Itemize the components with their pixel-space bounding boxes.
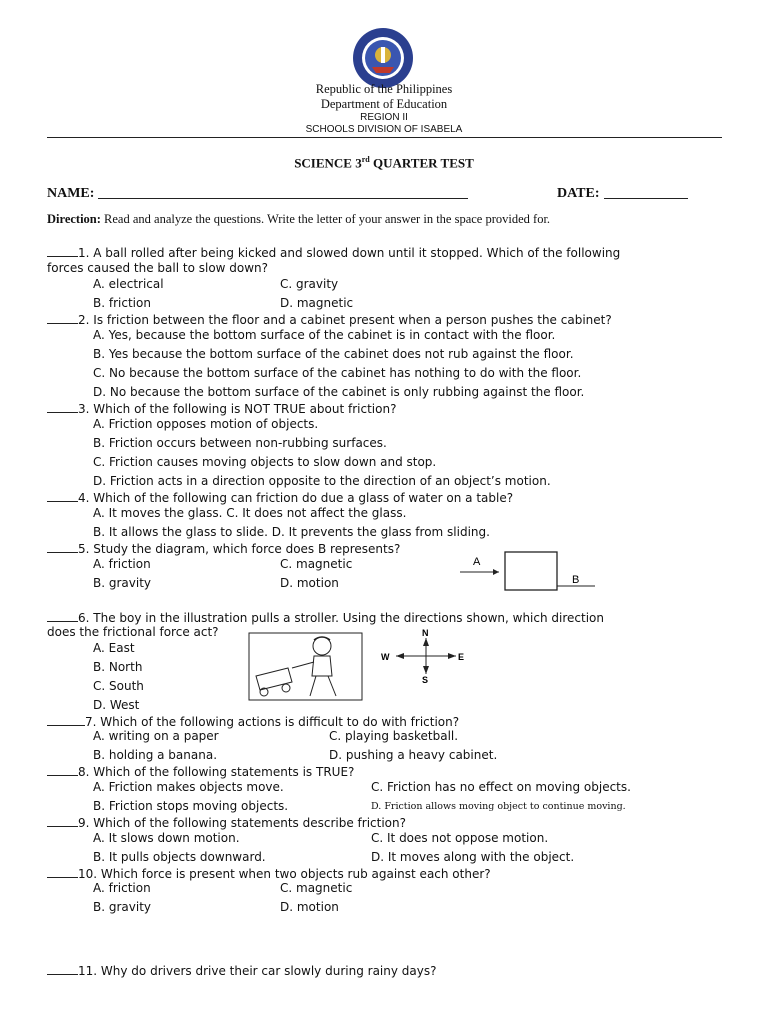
- choice: B. Yes because the bottom surface of the cabinet does not rub against the floor.: [93, 347, 574, 361]
- choice: B. Friction stops moving objects.: [93, 799, 289, 813]
- arrow-head-icon: [493, 569, 499, 575]
- answer-blank[interactable]: [47, 764, 78, 776]
- answer-blank[interactable]: [47, 490, 78, 502]
- choice: D. It moves along with the object.: [371, 850, 575, 864]
- title-superscript: rd: [361, 155, 370, 164]
- choice: C. Friction causes moving objects to slow down and stop.: [93, 455, 437, 469]
- choice: C. Friction has no effect on moving objects.: [371, 780, 631, 794]
- compass-icon: [372, 628, 472, 684]
- header-division: SCHOOLS DIVISION OF ISABELA: [305, 124, 463, 135]
- header-divider: [47, 137, 722, 138]
- answer-blank[interactable]: [47, 401, 78, 413]
- choice: A. It slows down motion.: [93, 831, 240, 845]
- choice: D. Friction acts in a direction opposite to the direction of an object’s motion.: [93, 474, 551, 488]
- test-title: [0, 155, 768, 171]
- title-suffix: QUARTER TEST: [369, 155, 474, 171]
- choice: A. writing on a paper: [93, 729, 219, 743]
- choice: D. motion: [280, 576, 339, 590]
- directions: [47, 212, 550, 227]
- choice: C. playing basketball.: [329, 729, 459, 743]
- choice: B. gravity: [93, 576, 152, 590]
- title-prefix: SCIENCE 3: [294, 155, 362, 171]
- svg-text:E: E: [458, 652, 465, 662]
- header-department: Department of Education: [320, 97, 448, 111]
- choice: A. friction: [93, 881, 151, 895]
- question-1-cont: forces caused the ball to slow down?: [47, 261, 269, 275]
- name-label: NAME:: [47, 186, 95, 201]
- choice: B. North: [93, 660, 143, 674]
- deped-seal-icon: [352, 27, 414, 89]
- answer-blank[interactable]: [47, 245, 78, 257]
- direction-label: Direction:: [47, 212, 101, 226]
- name-field: [47, 184, 468, 202]
- choice: B. friction: [93, 296, 151, 310]
- choice: C. magnetic: [280, 881, 353, 895]
- choice: D. motion: [280, 900, 339, 914]
- question-10: 10. Which force is present when two objects rub against each other?: [47, 866, 491, 881]
- force-diagram: [455, 548, 605, 594]
- choice: A. friction: [93, 557, 151, 571]
- choice: D. pushing a heavy cabinet.: [329, 748, 498, 762]
- question-4: 4. Which of the following can friction do due a glass of water on a table?: [47, 490, 513, 505]
- question-3: 3. Which of the following is NOT TRUE about friction?: [47, 401, 396, 416]
- question-5: 5. Study the diagram, which force does B represents?: [47, 541, 400, 556]
- date-input-line[interactable]: [604, 184, 688, 199]
- answer-blank[interactable]: [47, 610, 78, 622]
- answer-blank[interactable]: [47, 866, 78, 878]
- boy-stroller-illustration: [248, 632, 364, 702]
- label-b: B: [572, 574, 580, 586]
- block: [505, 552, 557, 590]
- choice: A. It moves the glass. C. It does not affect the glass.: [93, 506, 407, 520]
- choice: D. No because the bottom surface of the cabinet is only rubbing against the floor.: [93, 385, 585, 399]
- answer-blank[interactable]: [47, 312, 78, 324]
- choice: B. It pulls objects downward.: [93, 850, 266, 864]
- choice: A. Friction makes objects move.: [93, 780, 284, 794]
- choice: A. Friction opposes motion of objects.: [93, 417, 319, 431]
- svg-text:S: S: [422, 675, 429, 684]
- choice: B. Friction occurs between non-rubbing surfaces.: [93, 436, 387, 450]
- question-1: 1. A ball rolled after being kicked and slowed down until it stopped. Which of the following: [47, 245, 620, 260]
- choice: A. East: [93, 641, 135, 655]
- question-6-cont: does the frictional force act?: [47, 625, 219, 639]
- question-11: 11. Why do drivers drive their car slowly during rainy days?: [47, 963, 436, 978]
- choice: A. Yes, because the bottom surface of the cabinet is in contact with the floor.: [93, 328, 556, 342]
- date-label: DATE:: [557, 186, 600, 201]
- choice: D. magnetic: [280, 296, 354, 310]
- svg-text:N: N: [422, 628, 429, 638]
- label-a: A: [473, 556, 481, 568]
- svg-text:W: W: [381, 652, 390, 662]
- question-9: 9. Which of the following statements describe friction?: [47, 815, 406, 830]
- choice: C. gravity: [280, 277, 339, 291]
- choice: D. West: [93, 698, 140, 712]
- question-2: 2. Is friction between the floor and a cabinet present when a person pushes the cabinet?: [47, 312, 612, 327]
- header-region: REGION II: [360, 112, 408, 123]
- answer-blank[interactable]: [47, 815, 78, 827]
- choice: C. magnetic: [280, 557, 353, 571]
- choice: B. holding a banana.: [93, 748, 218, 762]
- choice: A. electrical: [93, 277, 164, 291]
- choice: D. Friction allows moving object to continue moving.: [371, 801, 626, 812]
- header-republic: Republic of the Philippines: [315, 82, 453, 96]
- name-input-line[interactable]: [98, 184, 468, 199]
- choice: B. gravity: [93, 900, 152, 914]
- choice: C. South: [93, 679, 144, 693]
- answer-blank[interactable]: [47, 714, 85, 726]
- choice: C. No because the bottom surface of the cabinet has nothing to do with the floor.: [93, 366, 582, 380]
- question-7: 7. Which of the following actions is difficult to do with friction?: [47, 714, 459, 729]
- direction-text: Read and analyze the questions. Write the letter of your answer in the space provided for.: [100, 212, 551, 226]
- question-8: 8. Which of the following statements is TRUE?: [47, 764, 354, 779]
- question-6: 6. The boy in the illustration pulls a stroller. Using the directions shown, which direction: [47, 610, 604, 625]
- choice: B. It allows the glass to slide. D. It prevents the glass from sliding.: [93, 525, 490, 539]
- answer-blank[interactable]: [47, 963, 78, 975]
- date-field: [557, 184, 688, 202]
- answer-blank[interactable]: [47, 541, 78, 553]
- choice: C. It does not oppose motion.: [371, 831, 549, 845]
